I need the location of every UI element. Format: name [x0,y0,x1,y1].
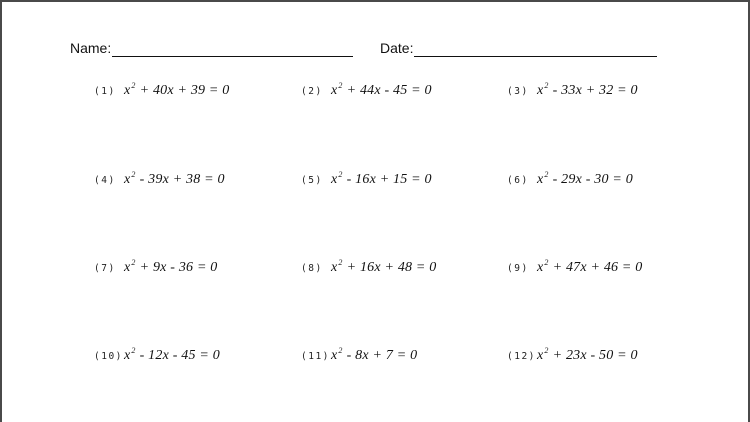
equation-exponent: 2 [544,346,549,355]
equation-terms: + 9x - 36 = 0 [139,260,218,275]
equation-base: x [537,348,544,363]
problem-number: (8) [301,263,323,274]
equation-terms: + 16x + 48 = 0 [346,260,437,275]
equation-terms: + 47x + 46 = 0 [552,260,643,275]
equation-base: x [331,348,338,363]
problem-8 [301,260,436,280]
equation-terms: - 12x - 45 = 0 [139,348,220,363]
name-blank-line[interactable] [112,42,353,57]
equation-exponent: 2 [131,170,136,179]
equation-base: x [537,83,544,98]
equation-exponent: 2 [338,170,343,179]
date-label: Date: [380,40,414,56]
date-blank-line[interactable] [414,42,657,57]
name-label: Name: [70,40,112,56]
name-field[interactable] [70,39,353,57]
equation-terms: - 39x + 38 = 0 [139,172,225,187]
problem-9 [507,260,642,280]
problem-number: (3) [507,86,529,97]
problem-3 [507,83,638,103]
equation-base: x [331,83,338,98]
problem-11 [301,348,417,368]
equation-terms: + 23x - 50 = 0 [552,348,638,363]
equation-terms: - 29x - 30 = 0 [552,172,633,187]
equation-base: x [537,260,544,275]
equation-base: x [124,260,131,275]
problem-number: (4) [94,175,116,186]
worksheet-header [2,39,750,59]
date-field[interactable] [380,39,657,57]
problem-5 [301,172,432,192]
problem-4 [94,172,225,192]
problem-10 [94,348,220,368]
problem-6 [507,172,633,192]
equation-base: x [124,83,131,98]
equation-base: x [331,260,338,275]
problem-number: (11) [301,351,330,362]
equation-exponent: 2 [338,346,343,355]
equation-base: x [537,172,544,187]
equation-exponent: 2 [544,170,549,179]
equation-terms: - 33x + 32 = 0 [552,83,638,98]
equation-terms: - 16x + 15 = 0 [346,172,432,187]
problem-number: (7) [94,263,116,274]
problem-number: (6) [507,175,529,186]
equation-exponent: 2 [131,258,136,267]
problem-number: (5) [301,175,323,186]
equation-terms: - 8x + 7 = 0 [346,348,418,363]
equation-exponent: 2 [338,258,343,267]
problem-number: (10) [94,351,123,362]
equation-exponent: 2 [131,346,136,355]
equation-base: x [124,348,131,363]
equation-exponent: 2 [131,81,136,90]
equation-exponent: 2 [544,258,549,267]
equation-base: x [331,172,338,187]
problem-1 [94,83,229,103]
problem-number: (12) [507,351,536,362]
equation-exponent: 2 [544,81,549,90]
problem-number: (9) [507,263,529,274]
equation-base: x [124,172,131,187]
problem-number: (1) [94,86,116,97]
problem-7 [94,260,218,280]
equation-terms: + 40x + 39 = 0 [139,83,230,98]
equation-exponent: 2 [338,81,343,90]
problem-2 [301,83,432,103]
problem-12 [507,348,638,368]
equation-terms: + 44x - 45 = 0 [346,83,432,98]
problem-number: (2) [301,86,323,97]
